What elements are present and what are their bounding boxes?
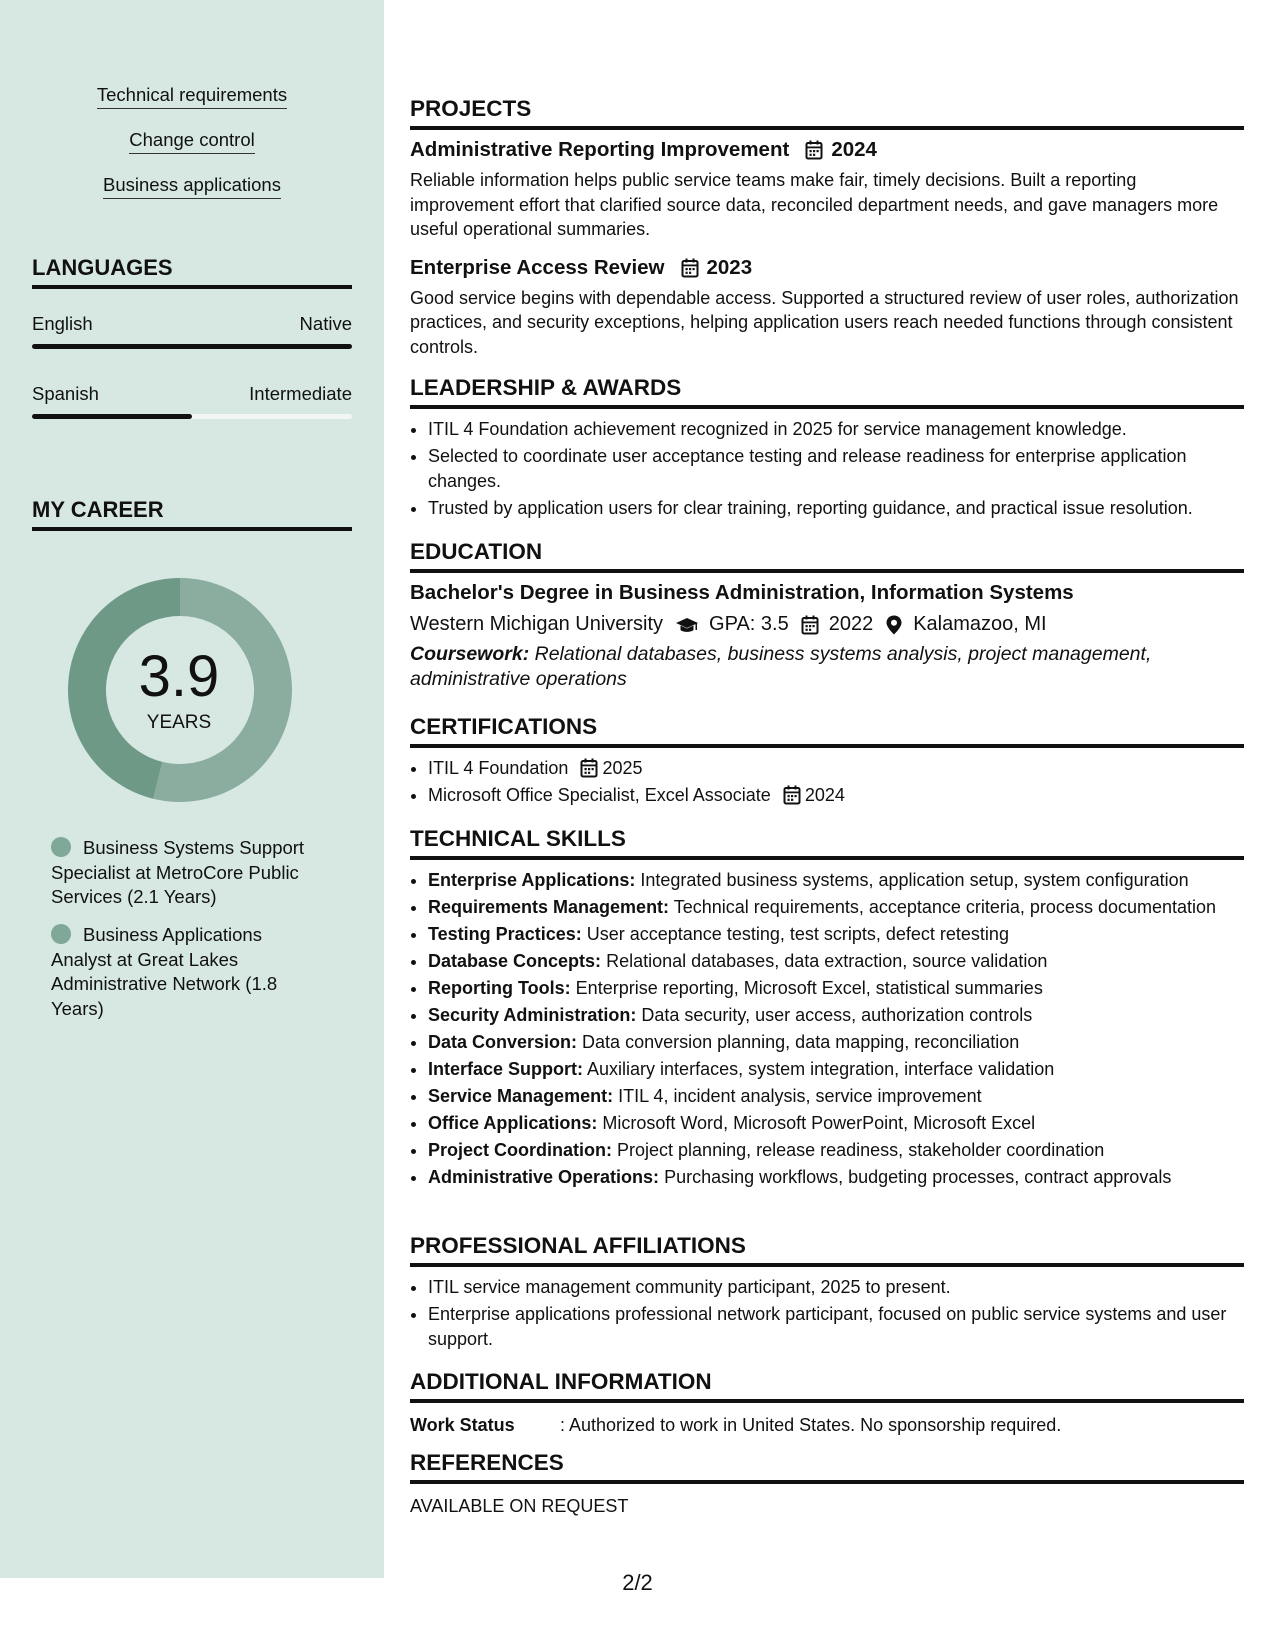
language-name: English <box>32 313 93 334</box>
skill-label: Data Conversion: <box>428 1032 578 1052</box>
sidebar <box>0 0 384 1578</box>
list-item <box>428 976 1244 1001</box>
leadership-heading: LEADERSHIP & AWARDS <box>410 375 1244 409</box>
language-row-english <box>32 313 352 335</box>
certification <box>428 783 1244 808</box>
language-name: Spanish <box>32 383 99 404</box>
language-bar-fill <box>32 344 352 349</box>
technical-skills-list <box>410 868 1244 1190</box>
references-text: AVAILABLE ON REQUEST <box>410 1496 629 1516</box>
project-name: Administrative Reporting Improvement <box>410 138 790 161</box>
location-pin-icon <box>885 615 903 635</box>
list-item <box>428 949 1244 974</box>
work-status-label: Work Status <box>410 1415 515 1435</box>
skill-label: Database Concepts: <box>428 951 602 971</box>
language-bar-spanish <box>32 414 352 419</box>
skill-link-business-applications[interactable]: Business applications <box>103 174 281 199</box>
career-item-2 <box>51 923 321 1021</box>
calendar-icon <box>805 140 823 160</box>
career-dot <box>51 837 71 857</box>
work-status-row <box>410 1415 1244 1436</box>
education-heading: EDUCATION <box>410 539 1244 573</box>
skill-link-technical-requirements[interactable]: Technical requirements <box>97 84 287 109</box>
list-item <box>428 895 1244 920</box>
skill-link-change-control[interactable]: Change control <box>129 129 254 154</box>
list-item: • Trusted by application users for clear training, reporting guidance, and practical issue resolution. <box>428 496 1244 521</box>
project-title <box>410 256 1244 280</box>
language-bar-fill <box>32 414 192 419</box>
career-dot <box>51 924 71 944</box>
references-section <box>410 1450 1244 1517</box>
career-total-unit: YEARS <box>146 712 212 733</box>
skill-label: Testing Practices: <box>428 924 582 944</box>
certifications-list <box>410 756 1244 808</box>
language-level: Intermediate <box>249 383 352 404</box>
skill-label: Office Applications: <box>428 1113 598 1133</box>
additional-heading: ADDITIONAL INFORMATION <box>410 1369 1244 1403</box>
additional-section <box>410 1369 1244 1436</box>
skill-value: Microsoft Word, Microsoft PowerPoint, Microsoft Excel <box>602 1113 1036 1133</box>
skill-link-1-wrap <box>0 84 384 109</box>
languages-heading: LANGUAGES <box>32 255 352 289</box>
page-number: 2/2 <box>622 1570 653 1595</box>
project-description: Good service begins with dependable access. Supported a structured review of user roles, authorization practices, and security exceptions, helping application users reach needed functions through consistent controls. <box>410 287 1239 357</box>
projects-section <box>410 96 1244 359</box>
skill-value: Auxiliary interfaces, system integration, interface validation <box>587 1059 1055 1079</box>
school-name: Western Michigan University <box>410 613 664 635</box>
list-item: • ITIL service management community participant, 2025 to present. <box>428 1275 1244 1300</box>
skill-value: Data security, user access, authorization controls <box>641 1005 1033 1025</box>
skill-label: Enterprise Applications: <box>428 870 636 890</box>
skill-link-3-wrap <box>0 174 384 199</box>
graduation-year: 2022 <box>828 613 874 635</box>
skill-value: Data conversion planning, data mapping, reconciliation <box>582 1032 1020 1052</box>
certification-year: 2024 <box>804 785 845 805</box>
references-heading: REFERENCES <box>410 1450 1244 1484</box>
skill-value: Purchasing workflows, budgeting processes, contract approvals <box>664 1167 1172 1187</box>
coursework-label: Coursework: <box>410 643 530 665</box>
calendar-icon <box>681 258 699 278</box>
list-item <box>428 1138 1244 1163</box>
certification-name: • Microsoft Office Specialist, Excel Associate <box>428 785 771 805</box>
calendar-icon <box>783 785 801 805</box>
list-item <box>428 1057 1244 1082</box>
school-location: Kalamazoo, MI <box>913 613 1047 635</box>
skill-label: Project Coordination: <box>428 1140 612 1160</box>
list-item <box>428 1165 1244 1190</box>
list-item <box>428 1111 1244 1136</box>
list-item: • Enterprise applications professional network participant, focused on public service systems and user support. <box>428 1302 1244 1351</box>
skill-label: Interface Support: <box>428 1059 584 1079</box>
work-status-value: : Authorized to work in United States. No sponsorship required. <box>560 1415 1062 1435</box>
project-name: Enterprise Access Review <box>410 255 665 279</box>
graduation-cap-icon <box>675 615 699 635</box>
project-year: 2024 <box>831 138 877 161</box>
skill-link-2-wrap <box>0 129 384 154</box>
list-item <box>428 1030 1244 1055</box>
skill-value: Relational databases, data extraction, source validation <box>606 951 1048 971</box>
technical-skills-heading: TECHNICAL SKILLS <box>410 826 1244 860</box>
gpa: GPA: 3.5 <box>709 613 789 635</box>
affiliations-section <box>410 1233 1244 1354</box>
list-item <box>428 1084 1244 1109</box>
coursework-text: Relational databases, business systems analysis, project management, administrative operations <box>410 643 1152 690</box>
skill-value: ITIL 4, incident analysis, service improvement <box>618 1086 982 1106</box>
career-item-1 <box>51 836 321 910</box>
list-item <box>428 783 1244 808</box>
technical-skills-section <box>410 826 1244 1192</box>
degree-title: Bachelor's Degree in Business Administration, Information Systems <box>410 581 1074 604</box>
list-item <box>428 922 1244 947</box>
certification <box>428 756 1244 781</box>
coursework <box>410 642 1244 691</box>
list-item <box>428 868 1244 893</box>
career-heading: MY CAREER <box>32 497 352 531</box>
skill-value: Technical requirements, acceptance criteria, process documentation <box>673 897 1217 917</box>
skill-label: Service Management: <box>428 1086 614 1106</box>
career-total-value: 3.9 <box>138 644 220 709</box>
language-row-spanish <box>32 383 352 405</box>
certifications-section <box>410 714 1244 810</box>
career-item-text: Business Systems Support Specialist at MetroCore Public Services (2.1 Years) <box>51 837 305 907</box>
project-description: Reliable information helps public service teams make fair, timely decisions. Built a reporting improvement effort that clarified source data, reconciled department needs, and gave managers more useful operational summaries. <box>410 170 1219 239</box>
list-item <box>428 756 1244 781</box>
projects-heading: PROJECTS <box>410 96 1244 130</box>
list-item <box>428 1003 1244 1028</box>
language-bar-english <box>32 344 352 349</box>
list-item: • Selected to coordinate user acceptance testing and release readiness for enterprise application changes. <box>428 444 1244 493</box>
leadership-section <box>410 375 1244 523</box>
list-item: • ITIL 4 Foundation achievement recognized in 2025 for service management knowledge. <box>428 417 1244 442</box>
project-title <box>410 138 1244 162</box>
skill-label: Administrative Operations: <box>428 1167 660 1187</box>
affiliations-list <box>410 1275 1244 1351</box>
career-donut-chart <box>66 576 294 804</box>
affiliations-heading: PROFESSIONAL AFFILIATIONS <box>410 1233 1244 1267</box>
education-details <box>410 613 1244 636</box>
project-year: 2023 <box>706 255 753 279</box>
certification-year: 2025 <box>602 758 643 778</box>
career-item-text: Business Applications Analyst at Great Lakes Administrative Network (1.8 Years) <box>51 924 278 1019</box>
language-level: Native <box>299 313 352 334</box>
leadership-list <box>410 417 1244 520</box>
skill-value: Integrated business systems, application setup, system configuration <box>640 870 1189 890</box>
skill-label: Reporting Tools: <box>428 978 571 998</box>
skill-value: Enterprise reporting, Microsoft Excel, statistical summaries <box>575 978 1043 998</box>
education-section <box>410 539 1244 691</box>
certification-name: • ITIL 4 Foundation <box>428 758 569 778</box>
skill-label: Requirements Management: <box>428 897 670 917</box>
skill-value: Project planning, release readiness, stakeholder coordination <box>617 1140 1105 1160</box>
skill-label: Security Administration: <box>428 1005 637 1025</box>
calendar-icon <box>801 615 819 635</box>
calendar-icon <box>580 758 598 778</box>
skill-value: User acceptance testing, test scripts, defect retesting <box>586 924 1009 944</box>
certifications-heading: CERTIFICATIONS <box>410 714 1244 748</box>
